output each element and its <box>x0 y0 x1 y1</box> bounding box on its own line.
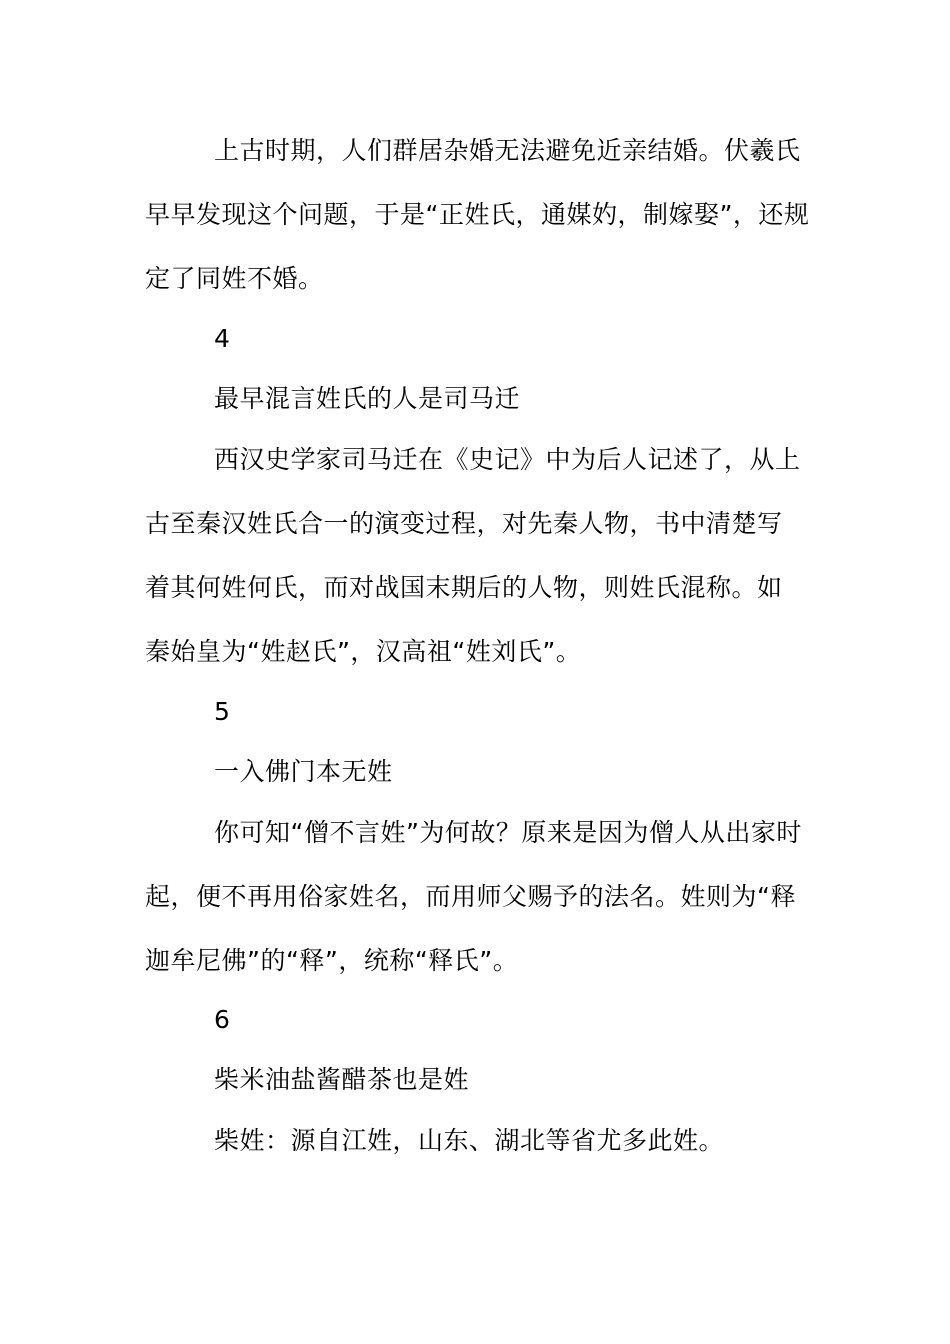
paragraph-3-line-2: 起，便不再用俗家姓名，而用师父赐予的法名。姓则为“释 <box>145 882 796 911</box>
paragraph-3-line-1: 你可知“僧不言姓”为何故？原来是因为僧人从出家时 <box>214 818 802 847</box>
paragraph-2-line-2: 古至秦汉姓氏合一的演变过程，对先秦人物，书中清楚写 <box>145 509 783 538</box>
paragraph-2-line-1: 西汉史学家司马迁在《史记》中为后人记述了，从上 <box>214 445 801 474</box>
section-heading-4: 最早混言姓氏的人是司马迁 <box>214 384 521 413</box>
section-heading-5: 一入佛门本无姓 <box>214 757 393 786</box>
paragraph-1-line-1: 上古时期，人们群居杂婚无法避免近亲结婚。伏羲氏 <box>214 136 801 165</box>
paragraph-2-line-4: 秦始皇为“姓赵氏”，汉高祖“姓刘氏”。 <box>145 637 582 666</box>
paragraph-4-line-1: 柴姓：源自江姓，山东、湖北等省尤多此姓。 <box>214 1126 725 1155</box>
paragraph-3-line-3: 迦牟尼佛”的“释”，统称“释氏”。 <box>145 946 519 975</box>
section-number-4: 4 <box>214 324 231 353</box>
section-number-6: 6 <box>214 1005 231 1034</box>
paragraph-2-line-3: 着其何姓何氏，而对战国末期后的人物，则姓氏混称。如 <box>145 573 783 602</box>
section-number-5: 5 <box>214 697 231 726</box>
paragraph-1-line-2: 早早发现这个问题，于是“正姓氏，通媒妁，制嫁娶”，还规 <box>145 200 810 229</box>
paragraph-1-line-3: 定了同姓不婚。 <box>145 264 324 293</box>
section-heading-6: 柴米油盐酱醋茶也是姓 <box>214 1065 470 1094</box>
